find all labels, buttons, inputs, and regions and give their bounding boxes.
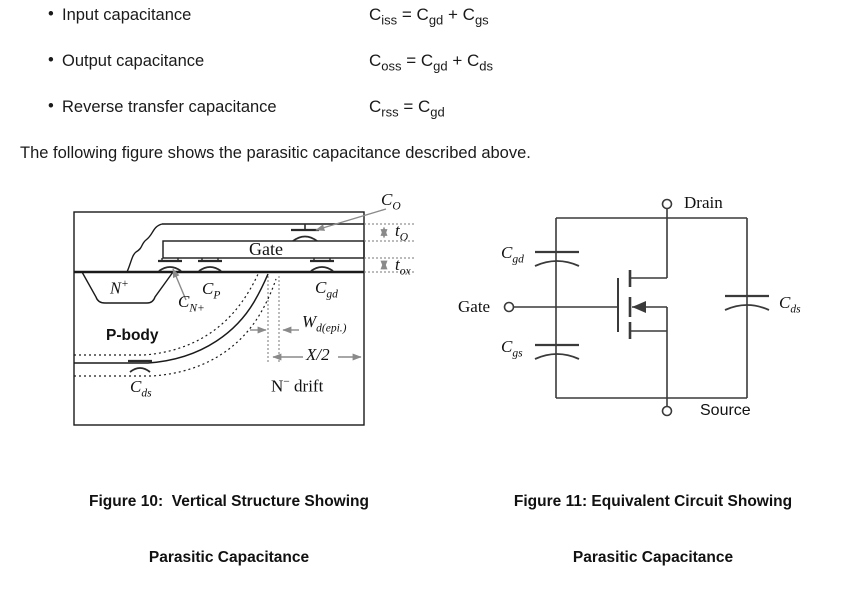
formula-base: C (420, 51, 434, 70)
fig11-label-cds: $C_{ds}$ (779, 293, 801, 316)
capacitor-symbols (535, 252, 769, 359)
figure10-diagram (50, 185, 440, 443)
formula-base: C (416, 5, 429, 24)
fig11-label-source: Source (700, 402, 751, 419)
caption-line: Figure 10: Vertical Structure Showing (89, 493, 369, 510)
formula-sub: gd (428, 12, 444, 28)
formula-base: C (369, 5, 382, 24)
formula-eq: = (397, 5, 417, 24)
junction-depletion-curves (74, 274, 276, 376)
formula-crss (369, 97, 445, 119)
capacitor-cnplus-symbol (158, 258, 182, 271)
bullet-icon: • (48, 5, 54, 23)
list-item-input-capacitance (0, 6, 851, 28)
caption-line: Parasitic Capacitance (572, 548, 734, 566)
capacitor-co-symbol (291, 224, 319, 241)
formula-sub: oss (381, 58, 402, 74)
formula-sub: gs (474, 12, 489, 28)
formula-base: C (462, 5, 475, 24)
list-item-label: Input capacitance (62, 6, 192, 24)
mosfet-symbol (618, 270, 667, 339)
fig10-label-co: $C_O$ (381, 190, 401, 213)
fig11-label-cgs: $C_{gs}$ (501, 337, 523, 360)
fig10-label-gate: Gate (249, 239, 283, 259)
formula-coss (369, 51, 493, 73)
formula-eq: = (398, 97, 418, 116)
formula-base: C (369, 97, 382, 116)
source-terminal-icon (663, 407, 672, 416)
list-item-output-capacitance (0, 52, 851, 74)
formula-op: + (447, 51, 468, 70)
fig10-label-cnplus: $C_{N+}$ (178, 292, 205, 315)
dimension-leader-lines (268, 221, 414, 362)
fig10-label-ndrift: N− drift (271, 376, 324, 396)
list-item-reverse-transfer-capacitance (0, 98, 851, 120)
fig10-label-cp: $C_P$ (202, 279, 221, 302)
fig10-label-pbody: P-body (106, 327, 159, 344)
fig10-label-cds: $C_{ds}$ (130, 377, 152, 400)
mosfet-body-arrow-icon (632, 301, 646, 313)
caption-line: Parasitic Capacitance (148, 548, 310, 566)
caption-line: Figure 11: Equivalent Circuit Showing (513, 493, 793, 510)
formula-sub: gd (433, 58, 448, 74)
fig10-label-x2: X/2 (306, 345, 330, 364)
fig11-label-gate: Gate (458, 297, 491, 316)
gate-terminal-icon (505, 303, 514, 312)
formula-op: + (443, 5, 463, 24)
capacitor-cgd-symbol (535, 252, 579, 266)
fig11-label-cgd: $C_{gd}$ (501, 243, 524, 266)
formula-sub: iss (381, 12, 398, 28)
formula-sub: gd (430, 104, 445, 120)
bullet-icon: • (48, 97, 54, 115)
figure11-caption (458, 456, 848, 604)
list-item-label: Output capacitance (62, 52, 205, 70)
fig10-label-wdepi: $W_{d(epi.)}$ (302, 312, 347, 335)
fig10-label-cgd: $C_{gd}$ (315, 278, 338, 301)
fig11-label-drain: Drain (684, 193, 723, 212)
capacitor-symbols (128, 224, 334, 372)
fig10-label-to: $t_O$ (395, 221, 409, 244)
formula-sub: ds (479, 58, 494, 74)
formula-eq: = (401, 51, 421, 70)
fig10-label-nplus: N+ (110, 278, 129, 298)
formula-base: C (369, 51, 382, 70)
figure10-caption (38, 456, 420, 604)
formula-base: C (467, 51, 480, 70)
capacitor-cgs-symbol (535, 345, 579, 359)
list-item-label: Reverse transfer capacitance (62, 98, 277, 116)
formula-sub: rss (381, 104, 399, 120)
capacitor-cp-symbol (198, 258, 222, 271)
capacitor-cgd-symbol (310, 258, 334, 271)
drain-terminal-icon (663, 200, 672, 209)
bullet-icon: • (48, 51, 54, 69)
formula-base: C (418, 97, 431, 116)
fig10-label-tox: $t_{ox}$ (395, 255, 411, 278)
figure11-diagram (445, 190, 835, 435)
formula-ciss (369, 5, 489, 27)
intro-paragraph: The following figure shows the parasitic capacitance described above. (20, 144, 531, 162)
